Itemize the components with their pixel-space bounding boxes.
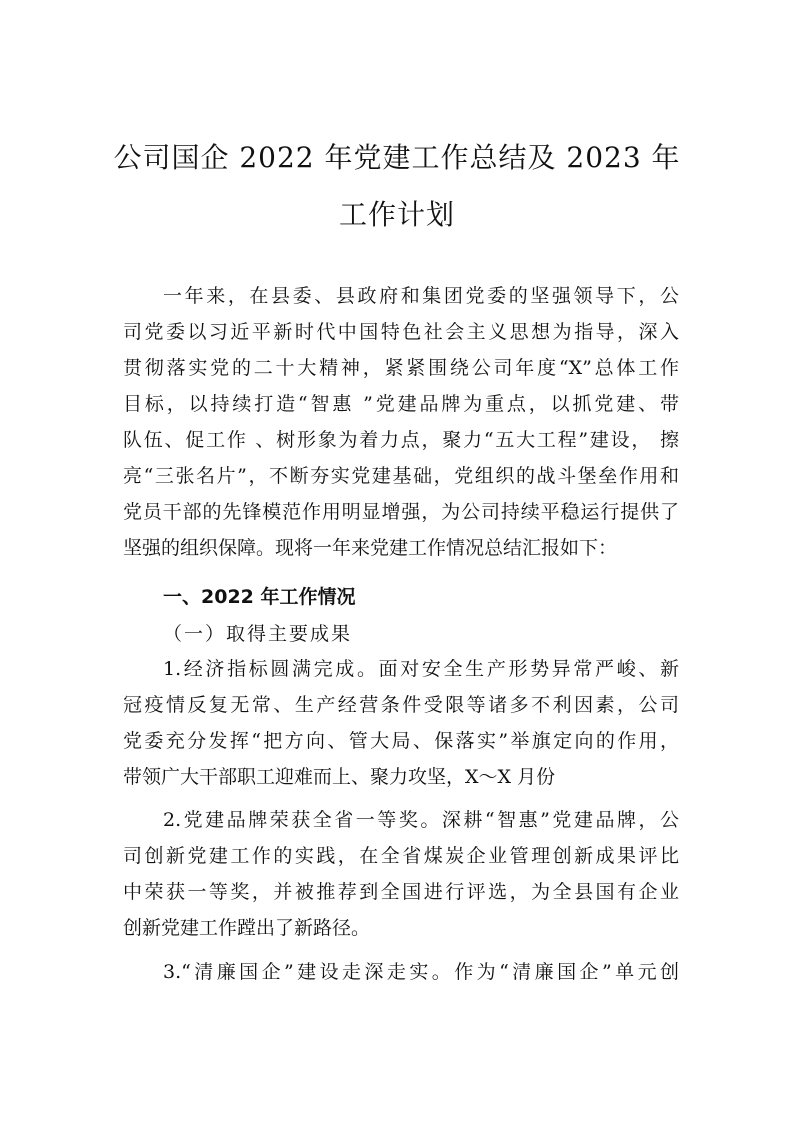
item-3-line: 3.“清廉国企”建设走深走实。作为“清廉国企”单元创 — [163, 961, 679, 983]
intro-paragraph-line: 坚强的组织保障。现将一年来党建工作情况总结汇报如下： — [123, 537, 618, 559]
intro-paragraph-line: 目标，以持续打造“智惠 ”党建品牌为重点，以抓党建、带 — [123, 393, 679, 415]
section-heading-2022: 一、2022 年工作情况 — [163, 586, 356, 608]
intro-paragraph-line: 一年来，在县委、县政府和集团党委的坚强领导下，公 — [163, 285, 679, 307]
item-1-line: 带领广大干部职工迎难而上、聚力攻坚，X～X 月份 — [123, 766, 556, 788]
document-title-line-1: 公司国企 2022 年党建工作总结及 2023 年 — [113, 141, 681, 174]
intro-paragraph-line: 贯彻落实党的二十大精神，紧紧围绕公司年度“X”总体工作 — [123, 357, 679, 379]
intro-paragraph-line: 党员干部的先锋模范作用明显增强，为公司持续平稳运行提供了 — [123, 501, 679, 523]
item-2-line: 司创新党建工作的实践，在全省煤炭企业管理创新成果评比 — [123, 845, 679, 867]
intro-paragraph-line: 队伍、促工作 、树形象为着力点，聚力“五大工程”建设， 擦 — [123, 429, 679, 451]
intro-paragraph-line: 亮“三张名片”，不断夯实党建基础，党组织的战斗堡垒作用和 — [123, 465, 679, 487]
item-2-line: 中荣获一等奖，并被推荐到全国进行评选，为全县国有企业 — [123, 881, 679, 903]
item-1-line: 1.经济指标圆满完成。面对安全生产形势异常严峻、新 — [163, 658, 679, 680]
intro-paragraph-line: 司党委以习近平新时代中国特色社会主义思想为指导，深入 — [123, 321, 679, 343]
item-1-line: 党委充分发挥“把方向、管大局、保落实”举旗定向的作用， — [123, 730, 679, 752]
item-2-line: 创新党建工作蹚出了新路径。 — [123, 917, 371, 939]
item-1-line: 冠疫情反复无常、生产经营条件受限等诸多不利因素，公司 — [123, 694, 679, 716]
subsection-heading-results: （一）取得主要成果 — [163, 623, 353, 645]
document-title-line-2: 工作计划 — [338, 198, 455, 231]
item-2-line: 2.党建品牌荣获全省一等奖。深耕“智惠”党建品牌，公 — [163, 809, 679, 831]
